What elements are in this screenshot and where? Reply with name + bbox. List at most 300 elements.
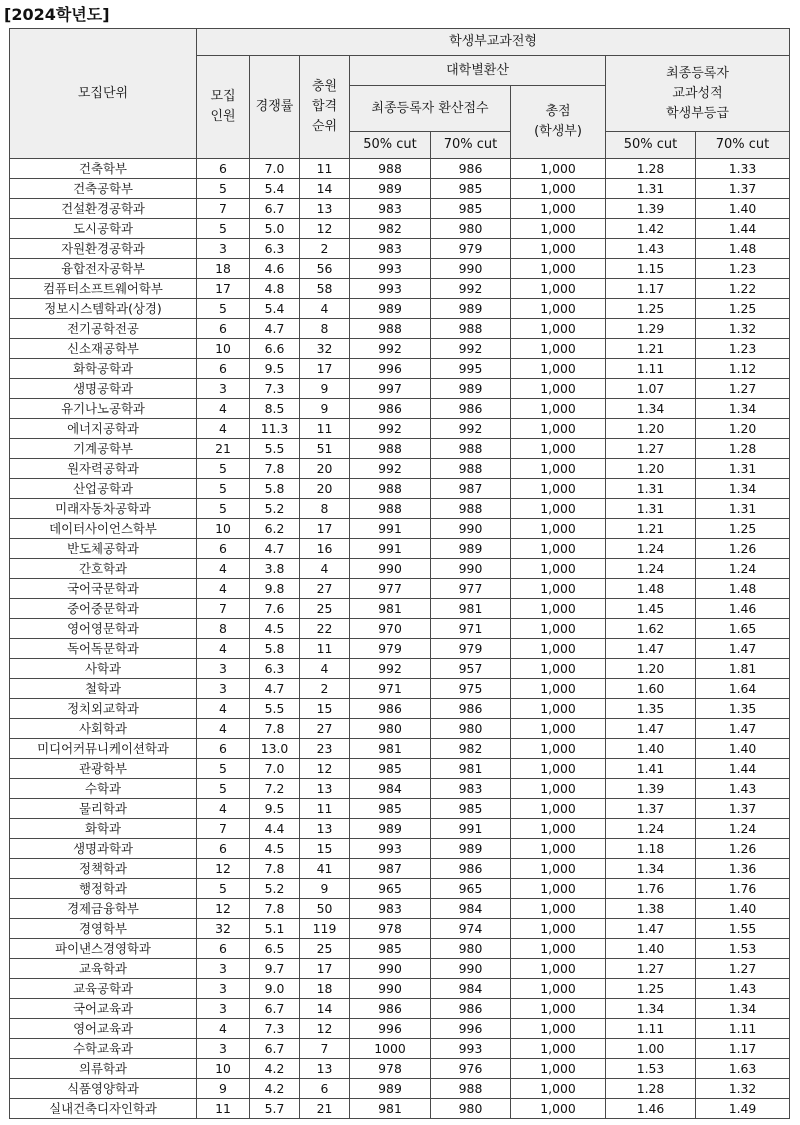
cell-grade-cut70: 1.25 — [696, 519, 790, 539]
cell-waitlist: 17 — [300, 519, 350, 539]
cell-score-cut50: 987 — [350, 859, 431, 879]
cell-score-cut50: 988 — [350, 319, 431, 339]
cell-grade-cut50: 1.47 — [606, 639, 696, 659]
cell-total: 1,000 — [511, 459, 606, 479]
cell-quota: 3 — [197, 979, 250, 999]
cell-score-cut50: 989 — [350, 299, 431, 319]
cell-grade-cut50: 1.60 — [606, 679, 696, 699]
table-row — [10, 579, 790, 599]
cell-grade-cut70: 1.48 — [696, 579, 790, 599]
cell-grade-cut70: 1.11 — [696, 1019, 790, 1039]
cell-quota: 6 — [197, 839, 250, 859]
table-row — [10, 459, 790, 479]
cell-competition: 7.8 — [250, 859, 300, 879]
cell-unit: 에너지공학과 — [10, 419, 197, 439]
cell-unit: 중어중문학과 — [10, 599, 197, 619]
cell-waitlist: 17 — [300, 359, 350, 379]
cell-waitlist: 14 — [300, 179, 350, 199]
table-row — [10, 179, 790, 199]
cell-score-cut50: 993 — [350, 839, 431, 859]
table-row — [10, 979, 790, 999]
table-row — [10, 639, 790, 659]
cell-score-cut50: 990 — [350, 979, 431, 999]
cell-competition: 4.2 — [250, 1059, 300, 1079]
cell-grade-cut70: 1.31 — [696, 499, 790, 519]
cell-unit: 미래자동차공학과 — [10, 499, 197, 519]
cell-total: 1,000 — [511, 859, 606, 879]
cell-quota: 10 — [197, 339, 250, 359]
table-row — [10, 719, 790, 739]
cell-quota: 5 — [197, 479, 250, 499]
cell-unit: 영어교육과 — [10, 1019, 197, 1039]
table-row — [10, 159, 790, 179]
table-row — [10, 879, 790, 899]
cell-quota: 6 — [197, 739, 250, 759]
cell-score-cut50: 991 — [350, 519, 431, 539]
table-row — [10, 599, 790, 619]
table-row — [10, 239, 790, 259]
cell-score-cut70: 995 — [431, 359, 511, 379]
cell-grade-cut70: 1.28 — [696, 439, 790, 459]
cell-competition: 4.7 — [250, 319, 300, 339]
cell-waitlist: 4 — [300, 559, 350, 579]
cell-grade-cut50: 1.42 — [606, 219, 696, 239]
cell-unit: 신소재공학부 — [10, 339, 197, 359]
cell-quota: 5 — [197, 179, 250, 199]
cell-score-cut70: 984 — [431, 899, 511, 919]
cell-grade-cut70: 1.37 — [696, 179, 790, 199]
cell-quota: 11 — [197, 1099, 250, 1119]
cell-waitlist: 11 — [300, 799, 350, 819]
cell-score-cut70: 980 — [431, 719, 511, 739]
cell-grade-cut50: 1.39 — [606, 779, 696, 799]
cell-competition: 9.5 — [250, 359, 300, 379]
cell-unit: 의류학과 — [10, 1059, 197, 1079]
table-row — [10, 559, 790, 579]
cell-grade-cut50: 1.47 — [606, 919, 696, 939]
cell-grade-cut50: 1.31 — [606, 179, 696, 199]
cell-total: 1,000 — [511, 979, 606, 999]
cell-unit: 수학교육과 — [10, 1039, 197, 1059]
cell-competition: 6.3 — [250, 239, 300, 259]
cell-grade-cut50: 1.35 — [606, 699, 696, 719]
cell-score-cut70: 993 — [431, 1039, 511, 1059]
cell-grade-cut50: 1.18 — [606, 839, 696, 859]
cell-quota: 6 — [197, 319, 250, 339]
cell-competition: 4.7 — [250, 539, 300, 559]
cell-score-cut50: 996 — [350, 1019, 431, 1039]
cell-quota: 5 — [197, 779, 250, 799]
cell-score-cut70: 965 — [431, 879, 511, 899]
cell-grade-cut70: 1.24 — [696, 559, 790, 579]
cell-score-cut70: 988 — [431, 439, 511, 459]
cell-grade-cut50: 1.20 — [606, 659, 696, 679]
cell-grade-cut50: 1.48 — [606, 579, 696, 599]
cell-quota: 9 — [197, 1079, 250, 1099]
cell-grade-cut70: 1.40 — [696, 199, 790, 219]
cell-grade-cut70: 1.55 — [696, 919, 790, 939]
table-body — [10, 159, 790, 1119]
cell-total: 1,000 — [511, 799, 606, 819]
admission-results-table — [9, 28, 790, 1119]
table-row — [10, 1079, 790, 1099]
cell-waitlist: 21 — [300, 1099, 350, 1119]
table-row — [10, 319, 790, 339]
cell-waitlist: 18 — [300, 979, 350, 999]
header-grade-cut70: 70% cut — [696, 132, 790, 159]
cell-competition: 6.6 — [250, 339, 300, 359]
cell-score-cut50: 984 — [350, 779, 431, 799]
cell-grade-cut70: 1.27 — [696, 959, 790, 979]
cell-waitlist: 25 — [300, 599, 350, 619]
cell-total: 1,000 — [511, 939, 606, 959]
cell-grade-cut50: 1.11 — [606, 1019, 696, 1039]
cell-unit: 기계공학부 — [10, 439, 197, 459]
cell-quota: 12 — [197, 859, 250, 879]
cell-score-cut50: 991 — [350, 539, 431, 559]
cell-waitlist: 11 — [300, 639, 350, 659]
cell-score-cut70: 992 — [431, 339, 511, 359]
cell-competition: 4.5 — [250, 619, 300, 639]
cell-score-cut50: 1000 — [350, 1039, 431, 1059]
cell-quota: 6 — [197, 539, 250, 559]
cell-quota: 3 — [197, 959, 250, 979]
cell-total: 1,000 — [511, 959, 606, 979]
cell-total: 1,000 — [511, 699, 606, 719]
cell-grade-cut50: 1.34 — [606, 399, 696, 419]
cell-score-cut50: 992 — [350, 459, 431, 479]
cell-quota: 10 — [197, 519, 250, 539]
cell-score-cut70: 983 — [431, 779, 511, 799]
cell-grade-cut50: 1.34 — [606, 999, 696, 1019]
cell-unit: 건축학부 — [10, 159, 197, 179]
cell-grade-cut70: 1.32 — [696, 319, 790, 339]
cell-grade-cut50: 1.25 — [606, 979, 696, 999]
cell-grade-cut50: 1.38 — [606, 899, 696, 919]
cell-score-cut70: 996 — [431, 1019, 511, 1039]
cell-competition: 3.8 — [250, 559, 300, 579]
cell-grade-cut50: 1.24 — [606, 559, 696, 579]
header-conversion: 대학별환산 — [350, 56, 606, 86]
cell-total: 1,000 — [511, 819, 606, 839]
table-row — [10, 519, 790, 539]
cell-competition: 7.8 — [250, 459, 300, 479]
cell-score-cut70: 990 — [431, 259, 511, 279]
cell-grade-cut50: 1.53 — [606, 1059, 696, 1079]
cell-grade-cut70: 1.34 — [696, 999, 790, 1019]
cell-waitlist: 13 — [300, 779, 350, 799]
cell-score-cut70: 989 — [431, 839, 511, 859]
table-row — [10, 339, 790, 359]
cell-grade-cut70: 1.26 — [696, 839, 790, 859]
cell-waitlist: 20 — [300, 459, 350, 479]
cell-grade-cut50: 1.76 — [606, 879, 696, 899]
cell-competition: 13.0 — [250, 739, 300, 759]
cell-total: 1,000 — [511, 219, 606, 239]
table-row — [10, 959, 790, 979]
cell-waitlist: 15 — [300, 699, 350, 719]
cell-waitlist: 25 — [300, 939, 350, 959]
cell-total: 1,000 — [511, 599, 606, 619]
cell-total: 1,000 — [511, 879, 606, 899]
cell-waitlist: 20 — [300, 479, 350, 499]
cell-score-cut50: 993 — [350, 259, 431, 279]
cell-score-cut70: 985 — [431, 199, 511, 219]
cell-total: 1,000 — [511, 639, 606, 659]
cell-total: 1,000 — [511, 1079, 606, 1099]
cell-score-cut50: 986 — [350, 999, 431, 1019]
cell-total: 1,000 — [511, 1039, 606, 1059]
cell-waitlist: 14 — [300, 999, 350, 1019]
cell-quota: 8 — [197, 619, 250, 639]
cell-total: 1,000 — [511, 319, 606, 339]
cell-unit: 사회학과 — [10, 719, 197, 739]
cell-grade-cut70: 1.37 — [696, 799, 790, 819]
cell-waitlist: 13 — [300, 199, 350, 219]
cell-score-cut70: 980 — [431, 1099, 511, 1119]
cell-competition: 7.8 — [250, 899, 300, 919]
cell-quota: 6 — [197, 159, 250, 179]
cell-unit: 자원환경공학과 — [10, 239, 197, 259]
cell-grade-cut50: 1.62 — [606, 619, 696, 639]
table-row — [10, 199, 790, 219]
cell-unit: 생명과학과 — [10, 839, 197, 859]
table-row — [10, 379, 790, 399]
cell-total: 1,000 — [511, 359, 606, 379]
cell-unit: 건설환경공학과 — [10, 199, 197, 219]
cell-grade-cut50: 1.21 — [606, 519, 696, 539]
cell-grade-cut70: 1.40 — [696, 739, 790, 759]
cell-grade-cut70: 1.43 — [696, 779, 790, 799]
cell-unit: 파이낸스경영학과 — [10, 939, 197, 959]
cell-waitlist: 22 — [300, 619, 350, 639]
cell-competition: 7.6 — [250, 599, 300, 619]
table-row — [10, 939, 790, 959]
cell-quota: 17 — [197, 279, 250, 299]
cell-score-cut70: 985 — [431, 179, 511, 199]
page-title: [2024학년도] — [4, 5, 110, 24]
table-row — [10, 739, 790, 759]
cell-score-cut50: 992 — [350, 659, 431, 679]
cell-total: 1,000 — [511, 239, 606, 259]
cell-total: 1,000 — [511, 619, 606, 639]
cell-grade-cut70: 1.40 — [696, 899, 790, 919]
cell-score-cut50: 978 — [350, 919, 431, 939]
table-row — [10, 279, 790, 299]
cell-waitlist: 16 — [300, 539, 350, 559]
cell-grade-cut50: 1.47 — [606, 719, 696, 739]
cell-competition: 4.2 — [250, 1079, 300, 1099]
cell-score-cut70: 989 — [431, 379, 511, 399]
cell-score-cut50: 983 — [350, 199, 431, 219]
cell-competition: 8.5 — [250, 399, 300, 419]
cell-score-cut70: 988 — [431, 319, 511, 339]
cell-total: 1,000 — [511, 339, 606, 359]
cell-score-cut70: 971 — [431, 619, 511, 639]
table-row — [10, 799, 790, 819]
cell-quota: 3 — [197, 999, 250, 1019]
cell-score-cut50: 971 — [350, 679, 431, 699]
cell-grade-cut50: 1.20 — [606, 419, 696, 439]
cell-unit: 철학과 — [10, 679, 197, 699]
cell-unit: 수학과 — [10, 779, 197, 799]
cell-quota: 3 — [197, 239, 250, 259]
cell-unit: 반도체공학과 — [10, 539, 197, 559]
cell-grade-cut70: 1.12 — [696, 359, 790, 379]
cell-unit: 사학과 — [10, 659, 197, 679]
cell-unit: 국어국문학과 — [10, 579, 197, 599]
cell-competition: 5.7 — [250, 1099, 300, 1119]
cell-quota: 4 — [197, 399, 250, 419]
cell-grade-cut70: 1.64 — [696, 679, 790, 699]
table-row — [10, 359, 790, 379]
cell-unit: 산업공학과 — [10, 479, 197, 499]
cell-score-cut50: 980 — [350, 719, 431, 739]
cell-waitlist: 2 — [300, 679, 350, 699]
cell-unit: 실내건축디자인학과 — [10, 1099, 197, 1119]
cell-grade-cut70: 1.34 — [696, 399, 790, 419]
table-row — [10, 479, 790, 499]
cell-competition: 4.7 — [250, 679, 300, 699]
cell-score-cut50: 993 — [350, 279, 431, 299]
cell-competition: 9.7 — [250, 959, 300, 979]
header-total: 총점 (학생부) — [511, 86, 606, 159]
header-grade-cut50: 50% cut — [606, 132, 696, 159]
table-row — [10, 499, 790, 519]
cell-waitlist: 9 — [300, 399, 350, 419]
cell-unit: 물리학과 — [10, 799, 197, 819]
cell-unit: 관광학부 — [10, 759, 197, 779]
cell-grade-cut70: 1.76 — [696, 879, 790, 899]
cell-score-cut50: 988 — [350, 499, 431, 519]
cell-total: 1,000 — [511, 259, 606, 279]
cell-waitlist: 2 — [300, 239, 350, 259]
cell-grade-cut50: 1.45 — [606, 599, 696, 619]
cell-score-cut70: 984 — [431, 979, 511, 999]
cell-quota: 4 — [197, 799, 250, 819]
cell-grade-cut50: 1.29 — [606, 319, 696, 339]
cell-competition: 6.3 — [250, 659, 300, 679]
cell-score-cut50: 997 — [350, 379, 431, 399]
cell-quota: 5 — [197, 879, 250, 899]
table-row — [10, 399, 790, 419]
table-row — [10, 259, 790, 279]
cell-score-cut70: 986 — [431, 159, 511, 179]
table-row — [10, 219, 790, 239]
cell-grade-cut70: 1.17 — [696, 1039, 790, 1059]
cell-score-cut50: 970 — [350, 619, 431, 639]
table-row — [10, 759, 790, 779]
cell-grade-cut70: 1.24 — [696, 819, 790, 839]
cell-competition: 7.3 — [250, 1019, 300, 1039]
cell-grade-cut70: 1.22 — [696, 279, 790, 299]
cell-waitlist: 51 — [300, 439, 350, 459]
cell-grade-cut70: 1.23 — [696, 339, 790, 359]
cell-score-cut50: 985 — [350, 759, 431, 779]
cell-score-cut50: 986 — [350, 399, 431, 419]
cell-competition: 5.8 — [250, 639, 300, 659]
cell-score-cut50: 981 — [350, 599, 431, 619]
table-row — [10, 919, 790, 939]
cell-score-cut70: 992 — [431, 419, 511, 439]
cell-grade-cut70: 1.65 — [696, 619, 790, 639]
cell-unit: 컴퓨터소프트웨어학부 — [10, 279, 197, 299]
cell-unit: 경영학부 — [10, 919, 197, 939]
cell-waitlist: 13 — [300, 819, 350, 839]
cell-score-cut70: 981 — [431, 759, 511, 779]
cell-grade-cut50: 1.24 — [606, 539, 696, 559]
cell-score-cut50: 986 — [350, 699, 431, 719]
cell-grade-cut70: 1.47 — [696, 719, 790, 739]
cell-competition: 4.6 — [250, 259, 300, 279]
header-quota: 모집 인원 — [197, 56, 250, 159]
cell-quota: 21 — [197, 439, 250, 459]
cell-grade-cut50: 1.41 — [606, 759, 696, 779]
cell-score-cut50: 988 — [350, 439, 431, 459]
cell-competition: 5.5 — [250, 439, 300, 459]
cell-competition: 4.4 — [250, 819, 300, 839]
cell-total: 1,000 — [511, 659, 606, 679]
cell-quota: 4 — [197, 699, 250, 719]
cell-grade-cut50: 1.25 — [606, 299, 696, 319]
cell-unit: 식품영양학과 — [10, 1079, 197, 1099]
cell-grade-cut50: 1.17 — [606, 279, 696, 299]
cell-waitlist: 11 — [300, 159, 350, 179]
cell-grade-cut70: 1.32 — [696, 1079, 790, 1099]
cell-total: 1,000 — [511, 719, 606, 739]
header-final-score: 최종등록자 환산점수 — [350, 86, 511, 132]
cell-score-cut70: 979 — [431, 639, 511, 659]
cell-total: 1,000 — [511, 279, 606, 299]
cell-waitlist: 8 — [300, 499, 350, 519]
cell-score-cut50: 992 — [350, 339, 431, 359]
cell-quota: 3 — [197, 679, 250, 699]
cell-unit: 유기나노공학과 — [10, 399, 197, 419]
cell-score-cut70: 988 — [431, 1079, 511, 1099]
cell-grade-cut70: 1.25 — [696, 299, 790, 319]
cell-competition: 7.8 — [250, 719, 300, 739]
cell-grade-cut50: 1.11 — [606, 359, 696, 379]
cell-score-cut50: 985 — [350, 939, 431, 959]
cell-waitlist: 6 — [300, 1079, 350, 1099]
cell-score-cut70: 974 — [431, 919, 511, 939]
cell-total: 1,000 — [511, 759, 606, 779]
table-row — [10, 1059, 790, 1079]
cell-total: 1,000 — [511, 159, 606, 179]
cell-unit: 행정학과 — [10, 879, 197, 899]
cell-grade-cut50: 1.07 — [606, 379, 696, 399]
cell-grade-cut50: 1.40 — [606, 739, 696, 759]
table-row — [10, 699, 790, 719]
cell-total: 1,000 — [511, 999, 606, 1019]
table-row — [10, 679, 790, 699]
cell-grade-cut70: 1.53 — [696, 939, 790, 959]
cell-grade-cut50: 1.15 — [606, 259, 696, 279]
cell-unit: 데이터사이언스학부 — [10, 519, 197, 539]
cell-quota: 5 — [197, 459, 250, 479]
table-header — [10, 29, 790, 159]
cell-grade-cut50: 1.31 — [606, 479, 696, 499]
cell-unit: 교육공학과 — [10, 979, 197, 999]
cell-score-cut70: 988 — [431, 459, 511, 479]
cell-score-cut70: 976 — [431, 1059, 511, 1079]
cell-competition: 5.5 — [250, 699, 300, 719]
cell-unit: 간호학과 — [10, 559, 197, 579]
cell-unit: 전기공학전공 — [10, 319, 197, 339]
cell-grade-cut70: 1.63 — [696, 1059, 790, 1079]
cell-total: 1,000 — [511, 579, 606, 599]
table-row — [10, 659, 790, 679]
